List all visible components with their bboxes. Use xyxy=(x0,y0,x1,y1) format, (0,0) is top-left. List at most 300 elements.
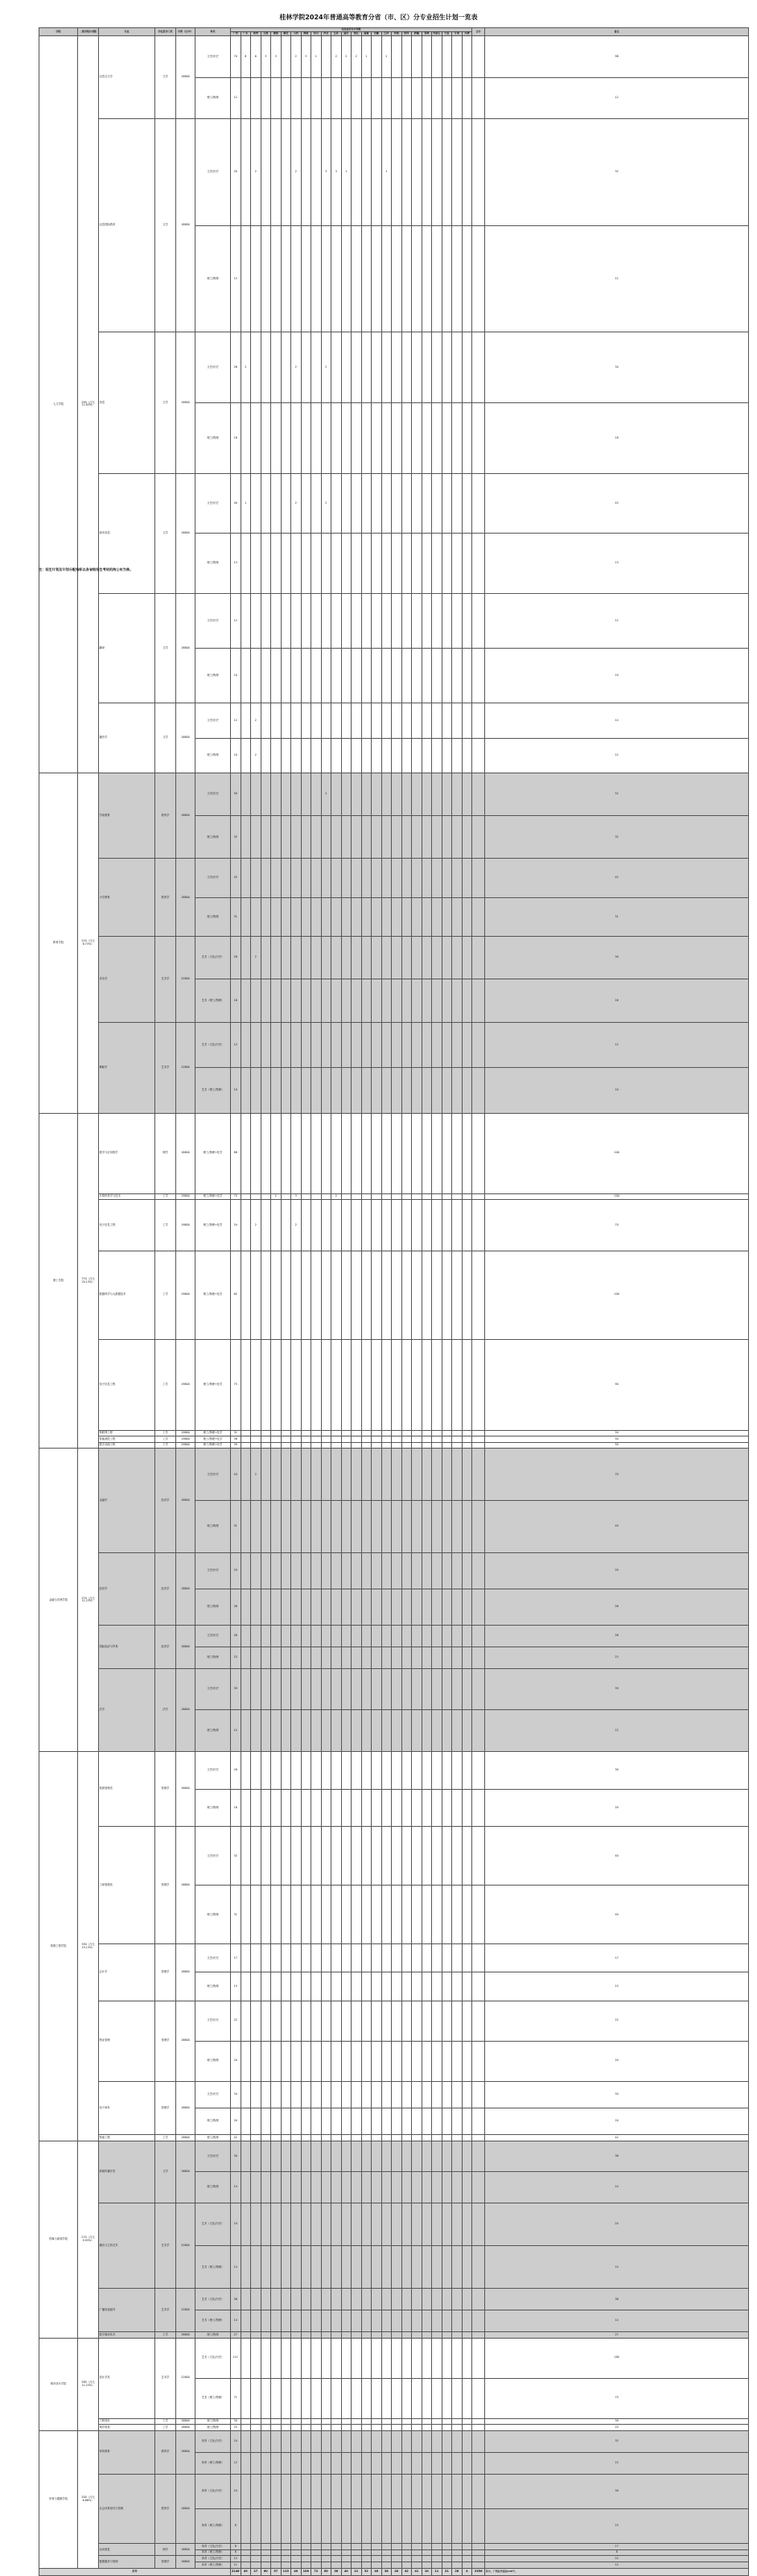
province-count xyxy=(392,1193,402,1200)
province-count xyxy=(251,473,261,534)
province-count xyxy=(352,2135,362,2141)
province-count xyxy=(271,2556,282,2562)
province-count xyxy=(261,2474,271,2508)
major-degree: 文学 xyxy=(155,703,176,773)
major-tuition: 16800 xyxy=(176,2081,195,2135)
province-count xyxy=(311,1449,322,1501)
province-count xyxy=(472,2135,485,2141)
province-count xyxy=(311,859,322,897)
province-count xyxy=(381,225,392,332)
province-count xyxy=(361,1972,372,2001)
province-count xyxy=(361,1442,372,1449)
province-count xyxy=(271,1430,282,1436)
province-count xyxy=(352,2081,362,2108)
province-count xyxy=(241,1710,251,1752)
major-degree: 文学 xyxy=(155,473,176,593)
province-count xyxy=(241,1068,251,1114)
header-province: 河南 xyxy=(392,32,402,36)
province-count xyxy=(261,1193,271,1200)
province-total: 10 xyxy=(422,2568,432,2575)
province-count xyxy=(392,1251,402,1339)
table-row xyxy=(39,703,749,738)
table-row xyxy=(39,2425,749,2431)
table-row xyxy=(39,937,749,979)
province-count xyxy=(321,2172,331,2203)
province-count xyxy=(472,649,485,703)
province-count xyxy=(372,1251,382,1339)
province-count xyxy=(381,2108,392,2134)
major-name: 数据科学与大数据技术 xyxy=(99,1251,155,1339)
province-count xyxy=(422,2135,432,2141)
province-count: 24 xyxy=(231,2474,241,2508)
province-count xyxy=(341,2425,352,2431)
province-count xyxy=(331,2452,342,2474)
province-count xyxy=(472,2081,485,2108)
province-count xyxy=(341,2556,352,2562)
province-count xyxy=(422,2425,432,2431)
province-count xyxy=(472,473,485,534)
province-count xyxy=(331,2544,342,2550)
province-count xyxy=(352,2041,362,2081)
province-count xyxy=(422,534,432,594)
province-count xyxy=(442,2289,452,2310)
province-count xyxy=(291,1113,302,1193)
province-count xyxy=(422,897,432,936)
page-title: 桂林学院2024年普通高等教育分省（市、区）分专业招生计划一览表 xyxy=(279,14,478,21)
province-count xyxy=(352,1339,362,1430)
province-count xyxy=(291,1827,302,1886)
header-major: 专业 xyxy=(99,28,155,36)
row-total: 22 xyxy=(485,2001,749,2041)
province-count xyxy=(372,897,382,936)
row-total: 12 xyxy=(485,225,749,332)
province-count xyxy=(311,1789,322,1827)
province-count xyxy=(261,703,271,738)
province-count: 31 xyxy=(231,1430,241,1436)
province-count: 15 xyxy=(231,1972,241,2001)
province-count: 25 xyxy=(231,2425,241,2431)
province-count xyxy=(462,773,472,815)
province-count xyxy=(281,1068,291,1114)
province-count xyxy=(401,2203,412,2245)
province-count xyxy=(261,225,271,332)
province-count xyxy=(432,1944,442,1972)
province-count xyxy=(442,1553,452,1589)
province-count xyxy=(361,2378,372,2418)
province-count xyxy=(321,2556,331,2562)
row-total: 40 xyxy=(485,1827,749,1886)
province-count xyxy=(412,2203,422,2245)
province-count xyxy=(452,1589,463,1626)
province-count xyxy=(432,2310,442,2332)
province-count xyxy=(472,2001,485,2041)
province-count xyxy=(432,2452,442,2474)
province-count xyxy=(401,738,412,773)
major-name: 音乐学 xyxy=(99,937,155,1023)
major-tuition: 18800 xyxy=(176,2418,195,2425)
province-count: 1 xyxy=(361,36,372,78)
province-count xyxy=(321,2474,331,2508)
province-count xyxy=(311,979,322,1022)
province-count xyxy=(281,1430,291,1436)
province-count xyxy=(311,2108,322,2134)
province-count xyxy=(271,1789,282,1827)
province-count xyxy=(462,2172,472,2203)
province-count xyxy=(422,1626,432,1647)
province-count xyxy=(321,1589,331,1626)
province-count xyxy=(281,2549,291,2556)
province-count xyxy=(291,225,302,332)
province-count xyxy=(352,1589,362,1626)
province-count xyxy=(432,2001,442,2041)
province-count xyxy=(412,2508,422,2543)
province-count xyxy=(472,36,485,78)
province-count xyxy=(452,225,463,332)
row-total: 20 xyxy=(485,1789,749,1827)
province-count xyxy=(341,2549,352,2556)
province-count xyxy=(442,1430,452,1436)
province-count xyxy=(452,2203,463,2245)
row-total: 70 xyxy=(485,1449,749,1501)
province-count xyxy=(291,897,302,936)
province-count xyxy=(331,594,342,649)
province-count xyxy=(311,1827,322,1886)
major-name: 广播电视编导 xyxy=(99,2289,155,2332)
province-count xyxy=(422,77,432,119)
province-count xyxy=(452,2425,463,2431)
major-name: 商务英语 xyxy=(99,473,155,593)
province-count xyxy=(432,1449,442,1501)
province-count: 2 xyxy=(251,738,261,773)
province-count xyxy=(472,1827,485,1886)
province-count xyxy=(361,1944,372,1972)
province-count xyxy=(331,1251,342,1339)
province-count xyxy=(462,2081,472,2108)
province-count xyxy=(331,1972,342,2001)
college-plan: 280（占比11.23%） xyxy=(78,2338,99,2430)
province-count xyxy=(341,1589,352,1626)
province-count xyxy=(462,937,472,979)
province-count xyxy=(472,2425,485,2431)
province-count xyxy=(452,2508,463,2543)
province-count xyxy=(401,1589,412,1626)
major-tuition: 19800 xyxy=(176,1442,195,1449)
province-count xyxy=(331,1827,342,1886)
province-count xyxy=(401,2549,412,2556)
enrollment-plan-table xyxy=(39,27,749,2576)
province-count xyxy=(381,2544,392,2550)
header-province: 内蒙古 xyxy=(433,31,441,35)
province-count xyxy=(271,77,282,119)
province-count xyxy=(392,1436,402,1443)
province-count xyxy=(311,332,322,402)
row-total: 16 xyxy=(485,979,749,1022)
province-count xyxy=(361,1827,372,1886)
province-count xyxy=(392,2562,402,2569)
province-count xyxy=(352,1626,362,1647)
province-count xyxy=(241,1668,251,1710)
province-count xyxy=(352,2452,362,2474)
province-count xyxy=(261,2338,271,2378)
province-count xyxy=(291,2332,302,2339)
major-tuition: 22800 xyxy=(176,2203,195,2289)
province-count xyxy=(352,1647,362,1668)
row-total: 30 xyxy=(485,1752,749,1790)
subject-type: 理工/物理 xyxy=(195,1710,231,1752)
province-count xyxy=(352,534,362,594)
province-count xyxy=(341,2203,352,2245)
province-count xyxy=(311,1589,322,1626)
province-count: 40 xyxy=(231,473,241,534)
province-count xyxy=(261,859,271,897)
province-count xyxy=(432,1668,442,1710)
province-count xyxy=(341,1193,352,1200)
province-count xyxy=(331,2135,342,2141)
province-count xyxy=(372,1339,382,1430)
province-count xyxy=(361,1193,372,1200)
province-count xyxy=(472,2332,485,2339)
province-total: 106 xyxy=(301,2568,311,2575)
province-count xyxy=(422,2508,432,2543)
header-province: 福建 xyxy=(361,32,372,36)
province-count xyxy=(331,2338,342,2378)
province-count xyxy=(291,1442,302,1449)
province-count xyxy=(452,594,463,649)
province-count xyxy=(462,2289,472,2310)
subject-type: 理工/物理+化学 xyxy=(195,1193,231,1200)
header-discipline: 学位授予门类 xyxy=(155,28,176,36)
province-count xyxy=(251,1752,261,1790)
province-count xyxy=(422,1193,432,1200)
subject-type: 理工/物理 xyxy=(195,1886,231,1944)
province-count xyxy=(271,1589,282,1626)
province-count: 22 xyxy=(231,2001,241,2041)
province-count xyxy=(352,1752,362,1790)
province-count xyxy=(331,2549,342,2556)
province-count xyxy=(251,2556,261,2562)
header-province: 天津 xyxy=(462,32,472,36)
table-row xyxy=(39,1022,749,1068)
province-count xyxy=(392,2081,402,2108)
province-count xyxy=(432,77,442,119)
province-count xyxy=(261,2544,271,2550)
major-name: 计算机科学与技术 xyxy=(99,1193,155,1200)
province-count xyxy=(401,2338,412,2378)
province-count xyxy=(311,1752,322,1790)
province-count xyxy=(281,2289,291,2310)
province-count xyxy=(462,2246,472,2289)
province-count xyxy=(392,2338,402,2378)
province-count xyxy=(352,1501,362,1553)
province-count xyxy=(341,937,352,979)
province-count xyxy=(422,1710,432,1752)
college-plan: 270（占比11.23%） xyxy=(78,1449,99,1752)
province-count xyxy=(452,979,463,1022)
province-count xyxy=(331,332,342,402)
province-count xyxy=(352,2310,362,2332)
province-count xyxy=(311,1886,322,1944)
province-count: 10 xyxy=(231,1068,241,1114)
province-count xyxy=(472,1710,485,1752)
province-count xyxy=(341,2338,352,2378)
province-count xyxy=(372,2338,382,2378)
province-count xyxy=(291,2081,302,2108)
province-count xyxy=(361,2549,372,2556)
province-count xyxy=(361,225,372,332)
province-count xyxy=(241,1647,251,1668)
province-count xyxy=(372,1668,382,1710)
college-plan: 200（占比6.88%） xyxy=(78,2430,99,2568)
province-count xyxy=(281,1442,291,1449)
province-count xyxy=(271,2108,282,2134)
province-count xyxy=(301,2141,311,2172)
row-total: 26 xyxy=(485,1626,749,1647)
province-count xyxy=(281,1647,291,1668)
province-count: 3 xyxy=(271,36,282,78)
province-count xyxy=(331,1022,342,1068)
province-count xyxy=(291,2172,302,2203)
province-count xyxy=(321,1789,331,1827)
province-count xyxy=(381,1589,392,1626)
province-count xyxy=(432,594,442,649)
table-row xyxy=(39,1944,749,1972)
province-count xyxy=(331,2556,342,2562)
row-total: 10 xyxy=(485,649,749,703)
province-count xyxy=(251,1789,261,1827)
province-count xyxy=(392,1752,402,1790)
province-count xyxy=(261,1068,271,1114)
major-tuition: 16800 xyxy=(176,1752,195,1827)
row-total: 25 xyxy=(485,2425,749,2431)
province-count xyxy=(462,36,472,78)
province-count xyxy=(271,2338,282,2378)
province-count xyxy=(251,2562,261,2569)
province-count xyxy=(472,1251,485,1339)
province-count xyxy=(381,1710,392,1752)
province-count xyxy=(241,859,251,897)
province-count xyxy=(321,1339,331,1430)
province-count xyxy=(321,2549,331,2556)
province-count xyxy=(271,2562,282,2569)
province-count xyxy=(271,937,282,979)
province-count xyxy=(331,2562,342,2569)
province-count xyxy=(442,1501,452,1553)
major-tuition: 18800 xyxy=(176,473,195,593)
province-count xyxy=(412,1430,422,1436)
province-count xyxy=(442,1668,452,1710)
province-count xyxy=(422,2474,432,2508)
province-count xyxy=(281,1553,291,1589)
province-count xyxy=(352,2556,362,2562)
province-total: 49 xyxy=(241,2568,251,2575)
province-count xyxy=(341,1068,352,1114)
province-count xyxy=(432,2332,442,2339)
province-count xyxy=(352,1944,362,1972)
row-total: 13 xyxy=(485,534,749,594)
province-count xyxy=(381,1436,392,1443)
province-count xyxy=(311,816,322,859)
province-count xyxy=(291,2289,302,2310)
province-count xyxy=(381,649,392,703)
province-count xyxy=(392,534,402,594)
row-total: 22 xyxy=(485,2556,749,2562)
province-count xyxy=(352,2378,362,2418)
major-tuition: 18800 xyxy=(176,119,195,332)
province-count xyxy=(372,649,382,703)
subject-type: 文史/历史 xyxy=(195,703,231,738)
province-count xyxy=(472,1886,485,1944)
province-count xyxy=(271,2310,282,2332)
province-count xyxy=(341,2310,352,2332)
province-count xyxy=(432,332,442,402)
row-total: 29 xyxy=(485,1553,749,1589)
province-count xyxy=(442,1710,452,1752)
province-count xyxy=(241,1789,251,1827)
province-count xyxy=(472,1789,485,1827)
province-count xyxy=(261,1972,271,2001)
table-row xyxy=(39,2338,749,2378)
college-name: 传媒与新闻学院 xyxy=(39,2141,78,2339)
province-count xyxy=(442,2378,452,2418)
province-count xyxy=(361,897,372,936)
province-count xyxy=(321,594,331,649)
province-count xyxy=(381,859,392,897)
province-count xyxy=(381,1972,392,2001)
province-count: 30 xyxy=(231,2418,241,2425)
subject-type: 艺术（文化/历史） xyxy=(195,937,231,979)
province-count xyxy=(442,2474,452,2508)
province-count xyxy=(261,2430,271,2452)
province-count xyxy=(442,2338,452,2378)
province-count xyxy=(281,332,291,402)
province-count xyxy=(392,1339,402,1430)
province-count xyxy=(281,1668,291,1710)
province-count xyxy=(352,1251,362,1339)
province-count xyxy=(422,2549,432,2556)
province-count xyxy=(241,1442,251,1449)
province-count: 32 xyxy=(231,816,241,859)
province-count xyxy=(392,1449,402,1501)
province-count xyxy=(271,649,282,703)
province-count xyxy=(311,1251,322,1339)
province-count xyxy=(422,1113,432,1193)
province-count xyxy=(392,2108,402,2134)
province-count xyxy=(271,2001,282,2041)
province-count xyxy=(321,2338,331,2378)
province-count xyxy=(311,2474,322,2508)
province-count xyxy=(291,1972,302,2001)
province-count xyxy=(331,703,342,738)
province-count xyxy=(412,402,422,473)
major-tuition: 19800 xyxy=(176,1436,195,1443)
province-count xyxy=(442,36,452,78)
province-count xyxy=(452,473,463,534)
province-count xyxy=(472,1647,485,1668)
province-count xyxy=(432,1886,442,1944)
province-count xyxy=(452,332,463,402)
province-count xyxy=(432,473,442,534)
province-count xyxy=(401,773,412,815)
province-count xyxy=(281,2556,291,2562)
province-count xyxy=(341,1022,352,1068)
major-degree: 教育学 xyxy=(155,773,176,859)
row-total: 39 xyxy=(485,1668,749,1710)
province-count xyxy=(472,1752,485,1790)
province-count xyxy=(401,119,412,225)
province-count xyxy=(372,1827,382,1886)
province-count xyxy=(361,816,372,859)
province-count xyxy=(412,2108,422,2134)
